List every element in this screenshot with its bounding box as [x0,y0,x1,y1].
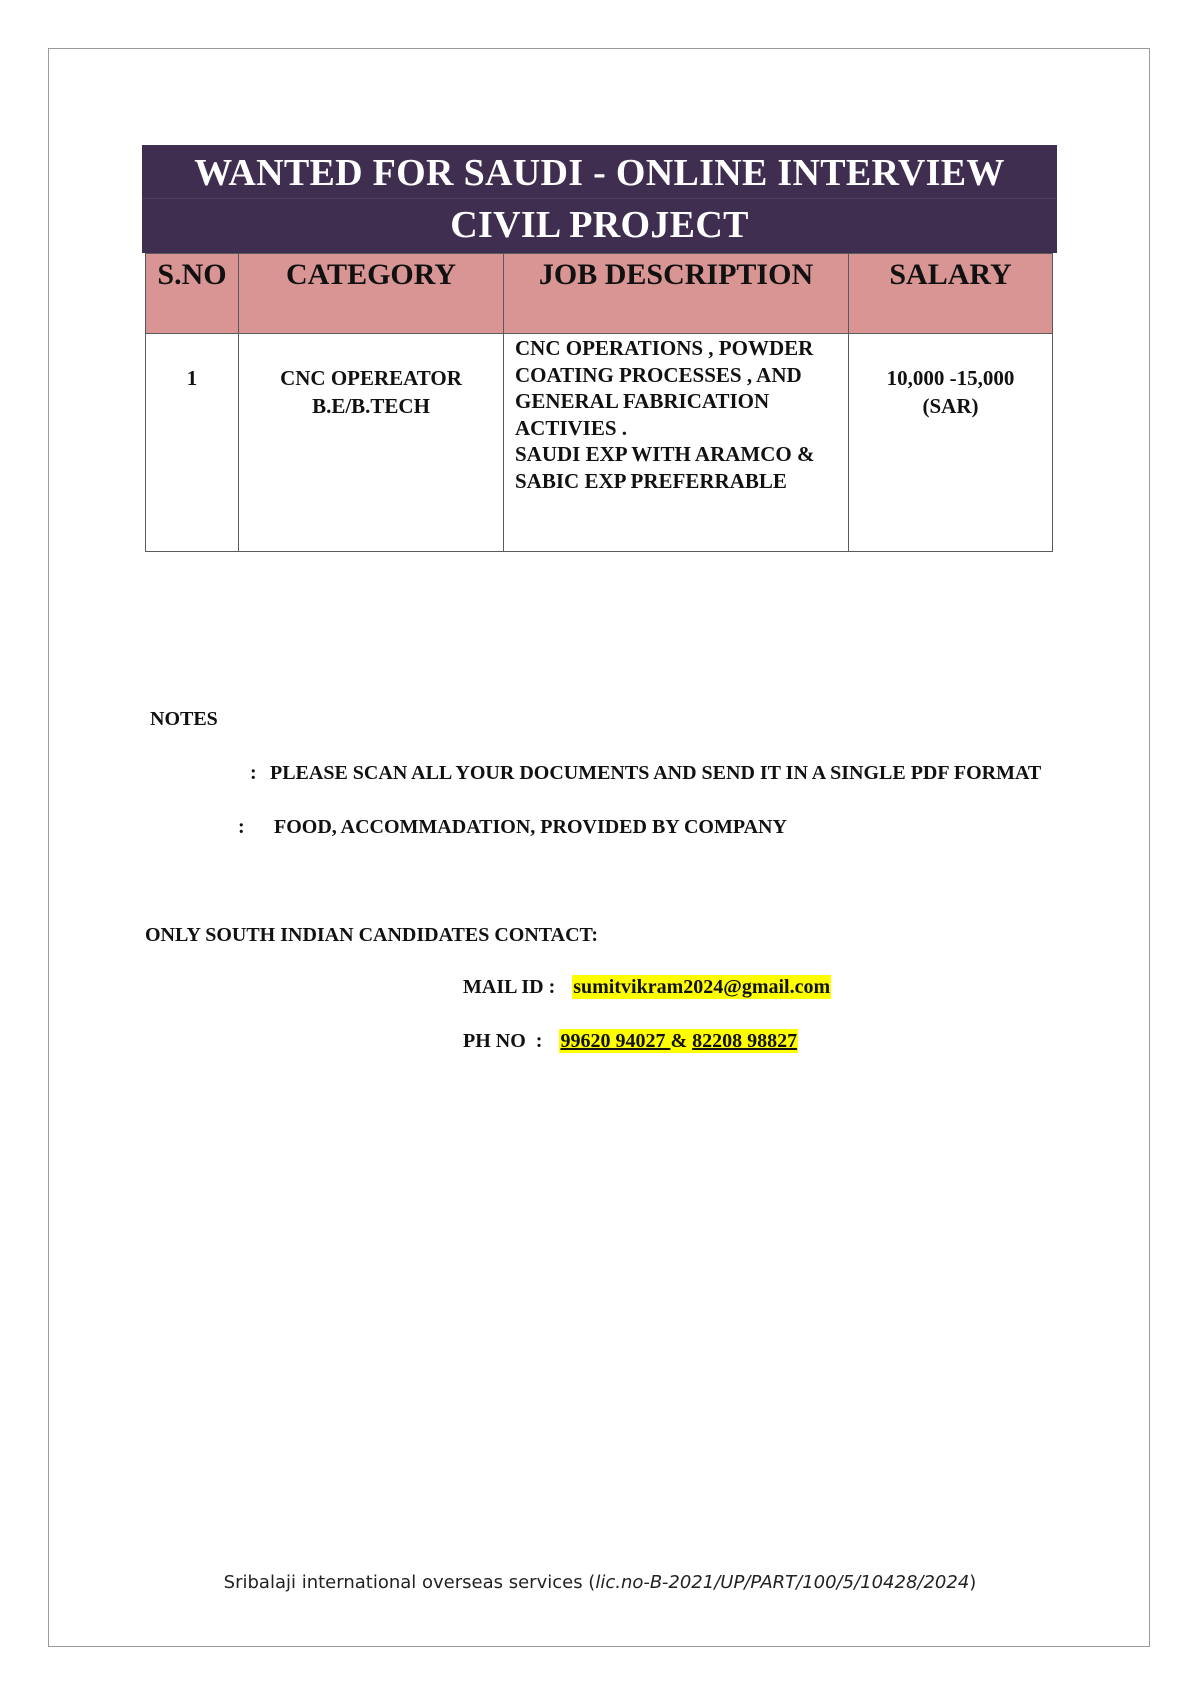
footer-license: lic.no-B-2021/UP/PART/100/5/10428/2024 [595,1572,970,1593]
header-job-description: JOB DESCRIPTION [504,254,849,334]
phone-separator: & [670,1030,693,1052]
footer-company: Sribalaji international overseas services ( [223,1572,596,1593]
title-banner [142,145,1057,253]
header-category: CATEGORY [239,254,504,334]
phone-number-1[interactable]: 99620 94027 [560,1030,671,1052]
note-colon: : [238,816,245,838]
category-qualification: B.E/B.TECH [312,394,430,418]
description-line: SABIC EXP PREFERRABLE [515,468,787,493]
phone-row [463,1030,798,1053]
note-colon: : [250,762,257,784]
footer [0,1572,1200,1593]
description-line: SAUDI EXP WITH ARAMCO & [515,442,815,466]
header-sno: S.NO [146,254,239,334]
note-item [250,762,1041,785]
cell-salary [849,334,1053,552]
salary-currency: (SAR) [922,394,979,418]
phone-number-2[interactable]: 82208 98827 [692,1030,798,1052]
description-line: CNC OPERATIONS , POWDER [515,336,814,360]
mail-label: MAIL ID : [463,976,556,998]
note-item [238,816,787,839]
salary-range: 10,000 -15,000 [886,366,1015,390]
table-header-row [146,254,1053,334]
description-line: COATING PROCESSES , AND [515,362,802,387]
sno-value: 1 [186,366,198,390]
jobs-table [145,253,1053,552]
title-line-1: WANTED FOR SAUDI - ONLINE INTERVIEW [142,148,1057,199]
title-line-2: CIVIL PROJECT [450,204,749,246]
footer-close: ) [969,1572,977,1593]
contact-heading: ONLY SOUTH INDIAN CANDIDATES CONTACT: [145,924,599,946]
header-salary: SALARY [849,254,1053,334]
mail-row [463,976,831,999]
note-text: PLEASE SCAN ALL YOUR DOCUMENTS AND SEND IT IN A SINGLE PDF FORMAT [270,762,1042,784]
category-title: CNC OPEREATOR [280,366,462,390]
table-row [146,334,1053,552]
description-line: ACTIVIES . [515,415,628,440]
cell-category [239,334,504,552]
mail-link[interactable]: sumitvikram2024@gmail.com [573,976,831,998]
notes-heading: NOTES [150,708,218,730]
note-text: FOOD, ACCOMMADATION, PROVIDED BY COMPANY [274,816,787,838]
cell-sno [146,334,239,552]
phone-label: PH NO : [463,1030,543,1052]
description-line: GENERAL FABRICATION [515,389,770,413]
cell-job-description [504,334,849,552]
